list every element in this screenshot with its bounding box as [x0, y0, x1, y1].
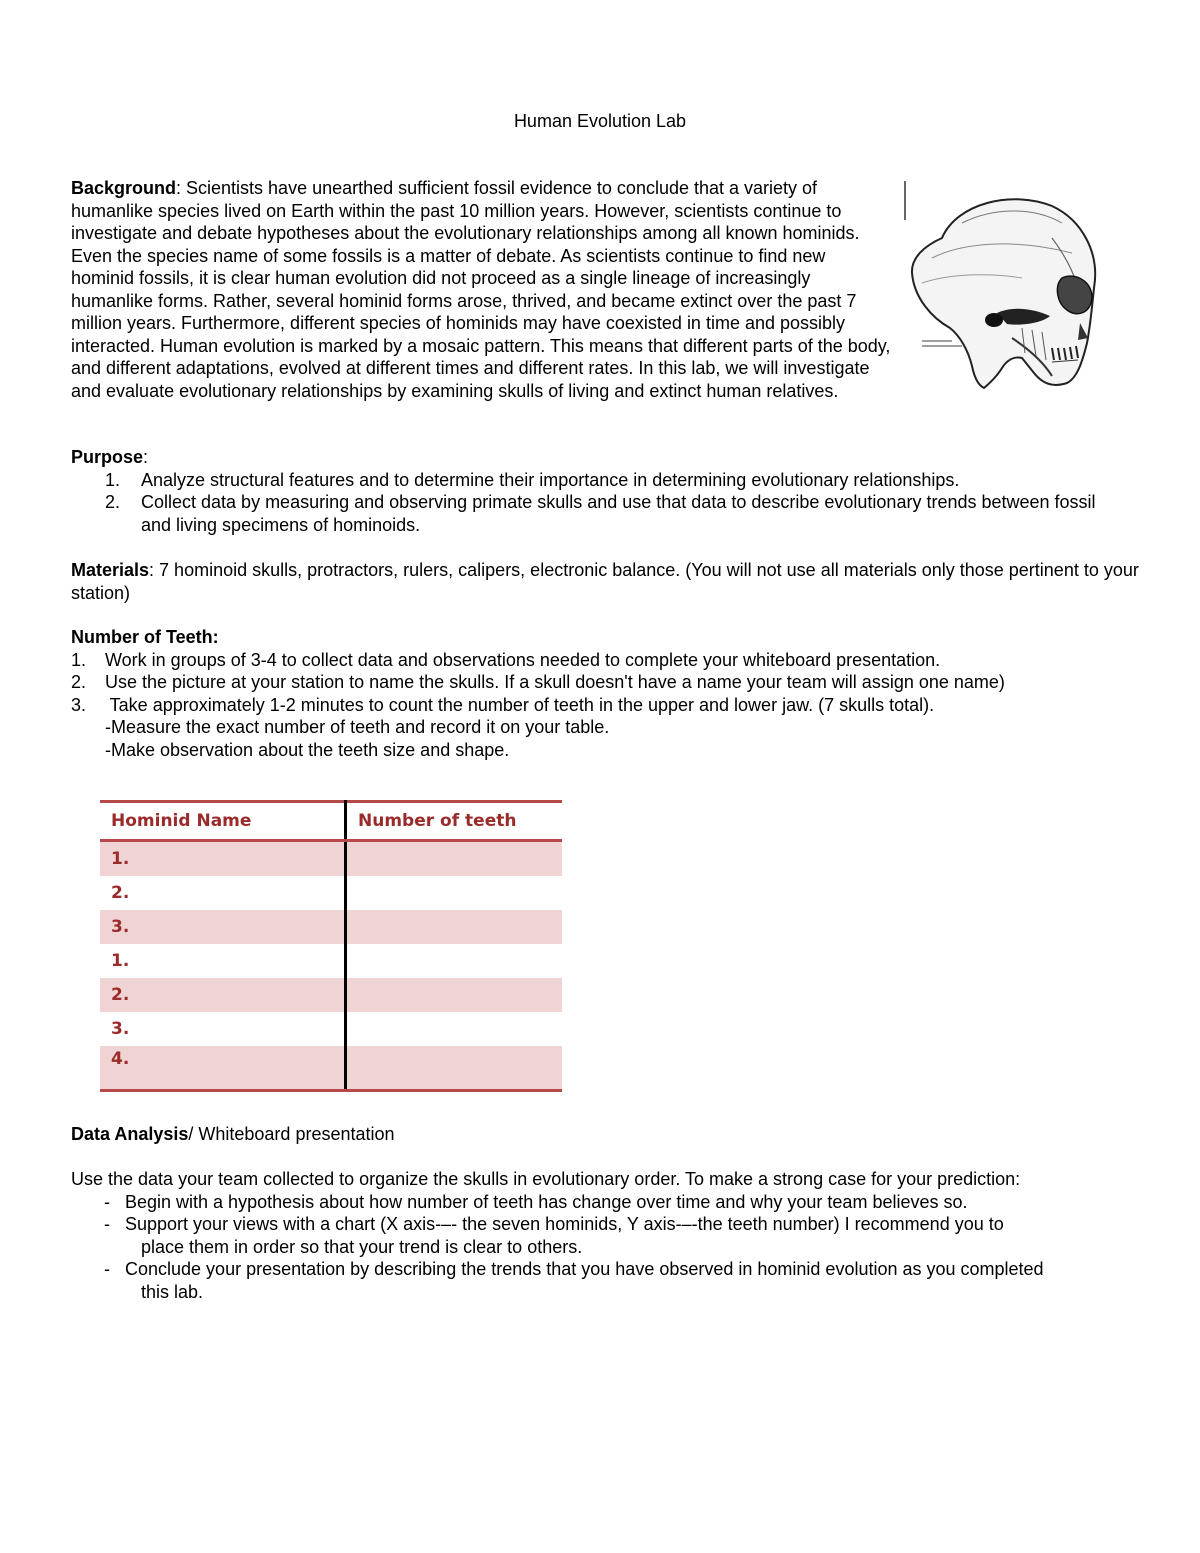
teeth-data-table [100, 800, 562, 1092]
materials-section [71, 559, 1141, 604]
list-text: Take approximately 1-2 minutes to count the number of teeth in the upper and lower jaw. (7 skulls total). [105, 694, 935, 715]
teeth-count-cell[interactable] [346, 1012, 563, 1046]
list-item [71, 1191, 1141, 1214]
col-number-of-teeth: Number of teeth [346, 802, 563, 841]
list-number: 3. [71, 694, 87, 715]
list-item [71, 1258, 1141, 1303]
table-row [100, 1012, 562, 1046]
purpose-colon: : [143, 447, 149, 467]
hominid-name-cell[interactable]: 3. [100, 1012, 346, 1046]
list-item [71, 491, 1121, 536]
hominid-name-cell[interactable]: 3. [100, 910, 346, 944]
list-text: Collect data by measuring and observing primate skulls and use that data to describe evolutionary trends between fossil and living specimens of hominoids. [141, 492, 1096, 535]
table-row [100, 1046, 562, 1091]
analysis-intro: Use the data your team collected to organize the skulls in evolutionary order. To make a strong case for your prediction: [71, 1169, 1021, 1189]
table-row [100, 978, 562, 1012]
bullet-dash: - [104, 1214, 110, 1234]
list-text: Use the picture at your station to name the skulls. If a skull doesn't have a name your team will assign one name) [105, 672, 1005, 692]
list-number: 2. [105, 492, 121, 512]
teeth-steps-list [71, 649, 1141, 717]
analysis-bullet-list [71, 1191, 1141, 1304]
table-row [100, 910, 562, 944]
teeth-count-cell[interactable] [346, 1046, 563, 1091]
list-item [71, 469, 1141, 492]
materials-label: Materials [71, 560, 150, 580]
analysis-heading [71, 1123, 1141, 1146]
list-text: Conclude your presentation by describing the trends that you have observed in hominid evolution as you completed [125, 1259, 1044, 1279]
list-text: Begin with a hypothesis about how number of teeth has change over time and why your team believes so. [125, 1191, 968, 1212]
bullet-dash: - [104, 1191, 110, 1212]
teeth-subnote-measure: -Measure the exact number of teeth and record it on your table. [105, 717, 610, 737]
background-label: Background [71, 178, 177, 198]
bullet-dash: - [104, 1259, 110, 1279]
hominid-name-cell[interactable]: 1. [100, 841, 346, 877]
background-paragraph [71, 177, 891, 402]
teeth-count-cell[interactable] [346, 944, 563, 978]
analysis-label: Data Analysis [71, 1124, 189, 1144]
teeth-subnote-observe: -Make observation about the teeth size and shape. [105, 739, 510, 760]
skull-illustration-icon [902, 178, 1102, 390]
list-number: 2. [71, 672, 87, 692]
list-item [71, 671, 1141, 694]
teeth-count-cell[interactable] [346, 841, 563, 877]
list-text: Support your views with a chart (X axis-–- the seven hominids, Y axis-–-the teeth number) I recommend you to [125, 1214, 1004, 1234]
teeth-count-cell[interactable] [346, 910, 563, 944]
teeth-count-cell[interactable] [346, 876, 563, 910]
list-number: 1. [71, 649, 87, 670]
spacer [71, 1146, 1141, 1169]
purpose-label: Purpose [71, 447, 144, 467]
materials-text: : 7 hominoid skulls, protractors, rulers, calipers, electronic balance. (You will not use all materials only those pertinent to your station) [71, 560, 1139, 603]
list-text: Analyze structural features and to determine their importance in determining evolutionary relationships. [141, 469, 960, 490]
col-hominid-name: Hominid Name [100, 802, 346, 841]
purpose-heading [71, 446, 1141, 469]
list-item [71, 649, 1141, 672]
hominid-name-cell[interactable]: 2. [100, 978, 346, 1012]
analysis-label-suffix: / Whiteboard presentation [188, 1124, 395, 1144]
table-row [100, 944, 562, 978]
hominid-name-cell[interactable]: 2. [100, 876, 346, 910]
table-row [100, 876, 562, 910]
analysis-section [71, 1123, 1141, 1303]
materials-paragraph [71, 559, 1141, 604]
table-row [100, 841, 562, 877]
background-text: : Scientists have unearthed sufficient fossil evidence to conclude that a variety of humanlike species lived on Earth within the past 10 million years. However, scientists continue to investigate and debate hypotheses about the evolutionary relationships among all known hominids. Even the species name of some fossils is a matter of debate. As scientists continue to find new hominid fossils, it is clear human evolution did not proceed as a single lineage of increasingly humanlike forms. Rather, several hominid forms arose, thrived, and became extinct over the past 7 million years. Furthermore, different species of hominids may have coexisted in time and possibly interacted. Human evolution is marked by a mosaic pattern. This means that different parts of the body, and different adaptations, evolved at different times and different rates. In this lab, we will investigate and evaluate evolutionary relationships by examining skulls of living and extinct human relatives. [71, 178, 891, 401]
list-text-continued: this lab. [141, 1281, 204, 1302]
background-section [71, 177, 891, 402]
list-text-continued: place them in order so that your trend is clear to others. [141, 1236, 583, 1257]
list-item [71, 1213, 1141, 1258]
teeth-heading [71, 626, 1141, 649]
teeth-count-cell[interactable] [346, 978, 563, 1012]
teeth-section [71, 626, 1141, 761]
document-title: Human Evolution Lab [513, 111, 687, 131]
purpose-section [71, 446, 1141, 536]
hominid-name-cell[interactable]: 4. [100, 1046, 346, 1091]
list-number: 1. [105, 469, 121, 490]
list-item [71, 694, 1141, 717]
hominid-name-cell[interactable]: 1. [100, 944, 346, 978]
list-text: Work in groups of 3-4 to collect data and observations needed to complete your whiteboard presentation. [105, 649, 941, 670]
table-header-row [100, 802, 562, 841]
teeth-label: Number of Teeth: [71, 627, 219, 647]
purpose-list [71, 469, 1141, 537]
